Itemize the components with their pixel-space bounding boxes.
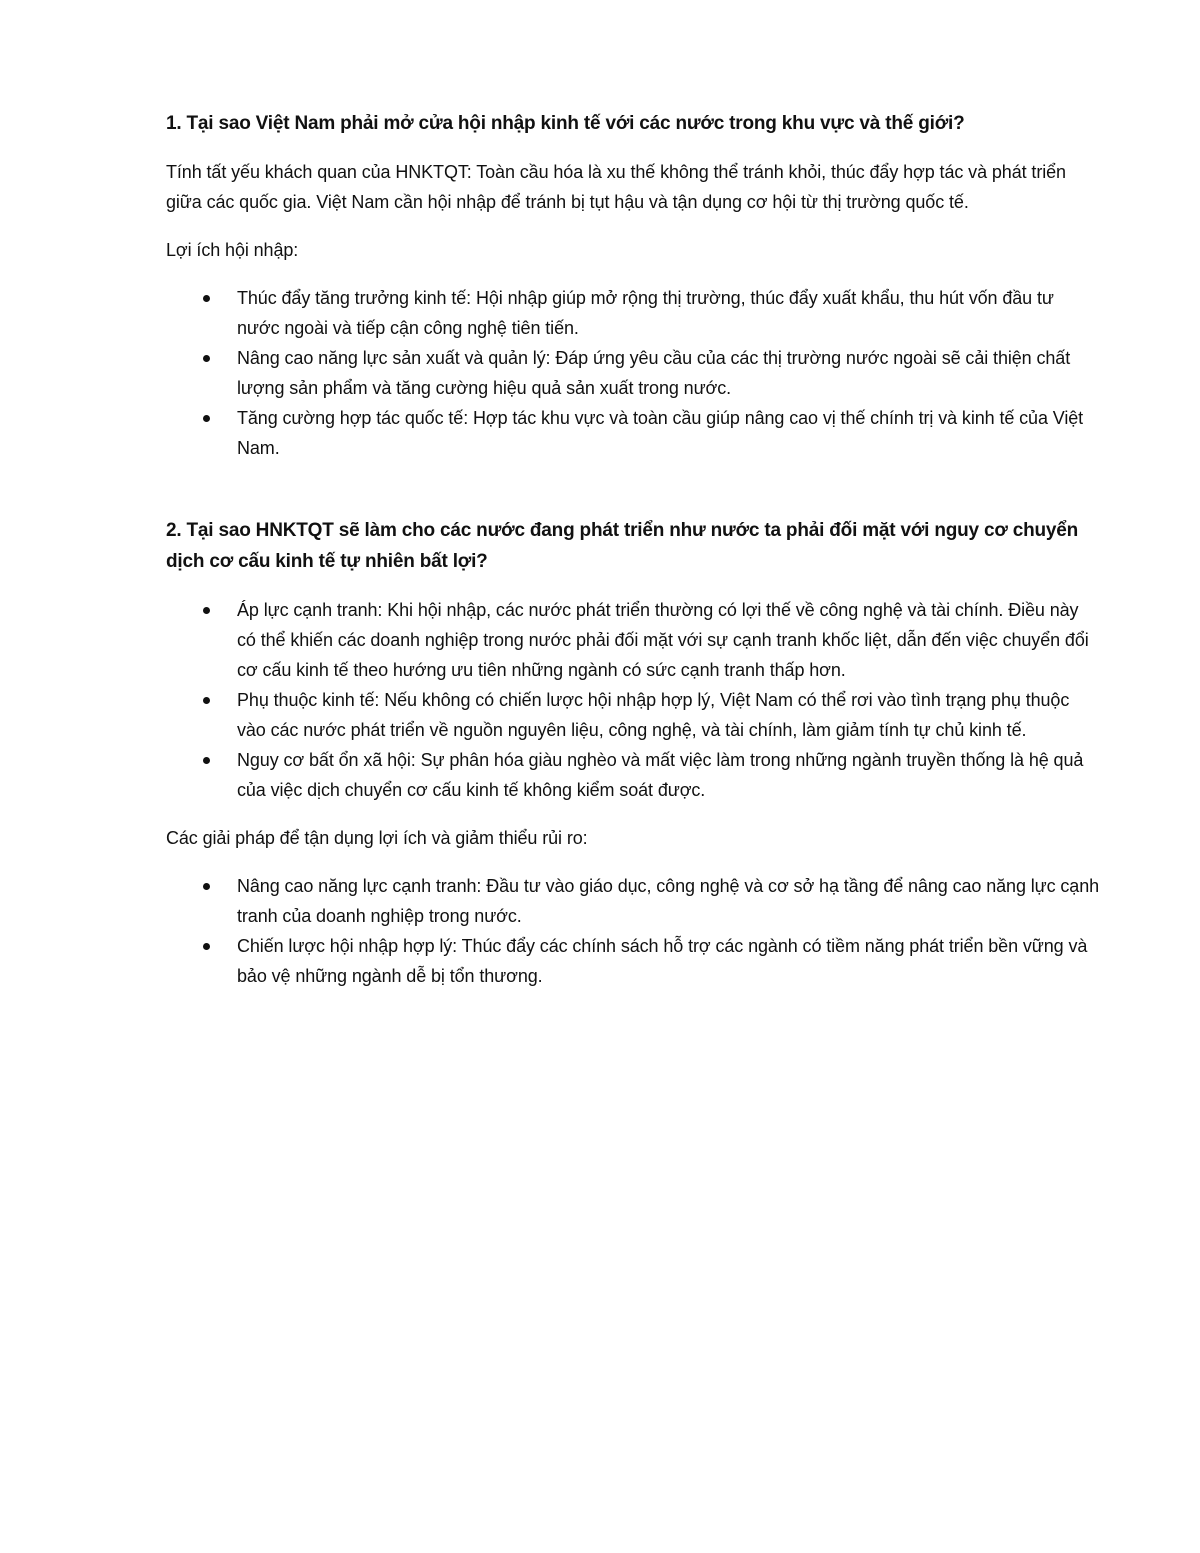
list-item — [166, 931, 1101, 991]
list-item — [166, 745, 1101, 805]
list-item-text: Nâng cao năng lực sản xuất và quản lý: Đáp ứng yêu cầu của các thị trường nước ngoài sẽ cải thiện chất lượng sản phẩm và tăng cường hiệu quả sản xuất trong nước. — [237, 348, 1071, 398]
list-item-text: Chiến lược hội nhập hợp lý: Thúc đẩy các chính sách hỗ trợ các ngành có tiềm năng phát triển bền vững và bảo vệ những ngành dễ bị tổn thương. — [237, 936, 1088, 986]
section2-solutions-label: Các giải pháp để tận dụng lợi ích và giảm thiểu rủi ro: — [166, 828, 588, 848]
list-item-text: Tăng cường hợp tác quốc tế: Hợp tác khu vực và toàn cầu giúp nâng cao vị thế chính trị và kinh tế của Việt Nam. — [237, 408, 1084, 458]
list-item — [166, 595, 1101, 685]
list-item — [166, 871, 1101, 931]
section1-bullet-list — [166, 283, 1101, 463]
section1-benefits-label: Lợi ích hội nhập: — [166, 240, 299, 260]
section1-heading: 1. Tại sao Việt Nam phải mở cửa hội nhập kinh tế với các nước trong khu vực và thế giới? — [166, 113, 965, 134]
section1-intro: Tính tất yếu khách quan của HNKTQT: Toàn cầu hóa là xu thế không thể tránh khỏi, thúc đẩy hợp tác và phát triển giữa các quốc gia. Việt Nam cần hội nhập để tránh bị tụt hậu và tận dụng cơ hội từ thị trường quốc tế. — [166, 162, 1066, 212]
document-content — [166, 108, 1101, 991]
section2-bullet-list — [166, 595, 1101, 805]
list-item-text: Thúc đẩy tăng trưởng kinh tế: Hội nhập giúp mở rộng thị trường, thúc đẩy xuất khẩu, thu hút vốn đầu tư nước ngoài và tiếp cận công nghệ tiên tiến. — [237, 288, 1054, 338]
section2-solutions-list — [166, 871, 1101, 991]
bullet-icon — [203, 757, 210, 764]
bullet-icon — [203, 883, 210, 890]
section2-heading: 2. Tại sao HNKTQT sẽ làm cho các nước đang phát triển như nước ta phải đối mặt với nguy cơ chuyển dịch cơ cấu kinh tế tự nhiên bất lợi? — [166, 520, 1079, 572]
bullet-icon — [203, 355, 210, 362]
bullet-icon — [203, 697, 210, 704]
list-item — [166, 685, 1101, 745]
list-item-text: Phụ thuộc kinh tế: Nếu không có chiến lược hội nhập hợp lý, Việt Nam có thể rơi vào tình trạng phụ thuộc vào các nước phát triển về nguồn nguyên liệu, công nghệ, và tài chính, làm giảm tính tự chủ kinh tế. — [237, 690, 1070, 740]
bullet-icon — [203, 607, 210, 614]
bullet-icon — [203, 943, 210, 950]
bullet-icon — [203, 295, 210, 302]
list-item — [166, 283, 1101, 343]
list-item — [166, 403, 1101, 463]
list-item — [166, 343, 1101, 403]
list-item-text: Nguy cơ bất ổn xã hội: Sự phân hóa giàu nghèo và mất việc làm trong những ngành truyền thống là hệ quả của việc dịch chuyển cơ cấu kinh tế không kiểm soát được. — [237, 750, 1084, 800]
list-item-text: Nâng cao năng lực cạnh tranh: Đầu tư vào giáo dục, công nghệ và cơ sở hạ tầng để nâng cao năng lực cạnh tranh của doanh nghiệp trong nước. — [237, 876, 1100, 926]
list-item-text: Áp lực cạnh tranh: Khi hội nhập, các nước phát triển thường có lợi thế về công nghệ và tài chính. Điều này có thể khiến các doanh nghiệp trong nước phải đối mặt với sự cạnh tranh khốc liệt, dẫn đến việc chuyển đổi cơ cấu kinh tế theo hướng ưu tiên những ngành có sức cạnh tranh thấp hơn. — [237, 600, 1089, 680]
bullet-icon — [203, 415, 210, 422]
